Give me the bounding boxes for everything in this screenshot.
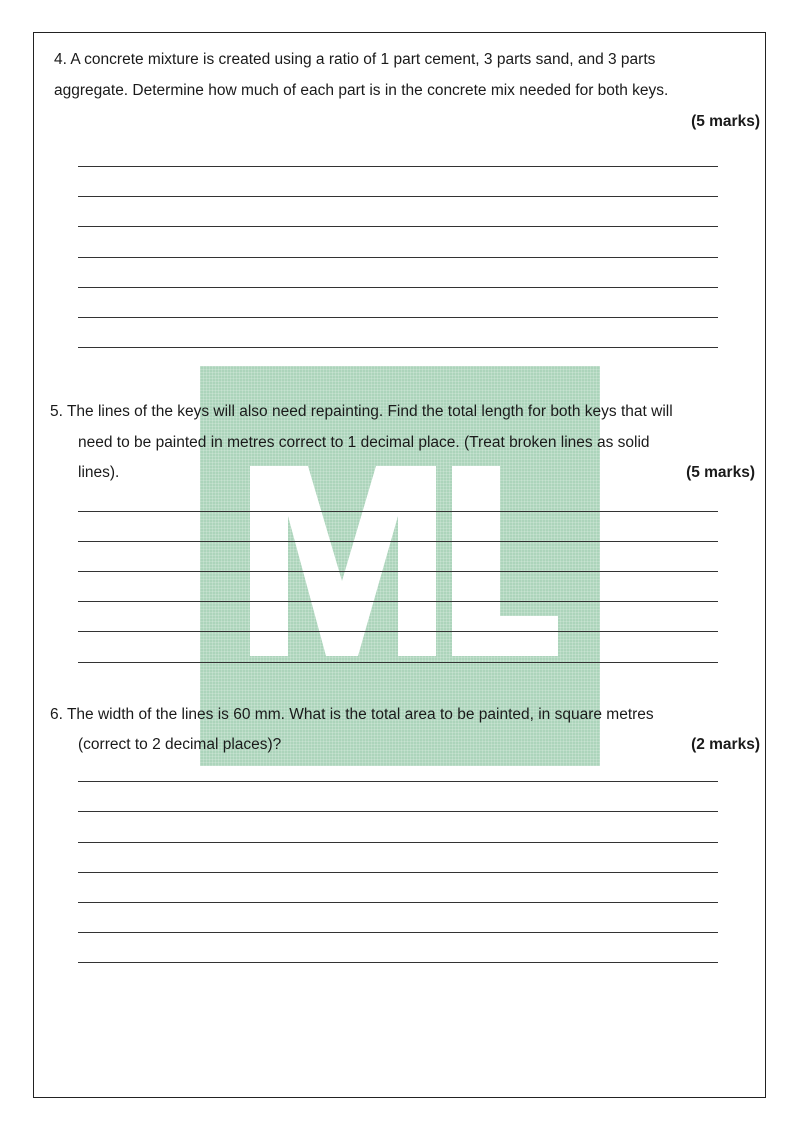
answer-line[interactable] xyxy=(78,511,718,512)
answer-line[interactable] xyxy=(78,932,718,933)
question-5-line-2: need to be painted in metres correct to 1 decimal place. (Treat broken lines as solid xyxy=(78,434,650,451)
question-4-line-2: aggregate. Determine how much of each part is in the concrete mix needed for both keys. xyxy=(54,82,669,99)
answer-line[interactable] xyxy=(78,541,718,542)
question-6-line-2: (correct to 2 decimal places)? xyxy=(78,736,282,753)
question-5-line-1: 5. The lines of the keys will also need repainting. Find the total length for both keys that will xyxy=(50,403,673,420)
answer-line[interactable] xyxy=(78,601,718,602)
answer-line[interactable] xyxy=(78,811,718,812)
question-4-marks: (5 marks) xyxy=(691,113,760,130)
question-5-line-3: lines). xyxy=(78,464,120,481)
answer-line[interactable] xyxy=(78,347,718,348)
answer-line[interactable] xyxy=(78,962,718,963)
question-4-line-1: 4. A concrete mixture is created using a ratio of 1 part cement, 3 parts sand, and 3 parts xyxy=(54,51,656,68)
answer-line[interactable] xyxy=(78,257,718,258)
answer-line[interactable] xyxy=(78,902,718,903)
answer-line[interactable] xyxy=(78,781,718,782)
answer-line[interactable] xyxy=(78,166,718,167)
question-5-marks: (5 marks) xyxy=(686,464,755,481)
question-6-line-1: 6. The width of the lines is 60 mm. What is the total area to be painted, in square metres xyxy=(50,706,654,723)
answer-line[interactable] xyxy=(78,662,718,663)
answer-line[interactable] xyxy=(78,317,718,318)
answer-line[interactable] xyxy=(78,196,718,197)
answer-line[interactable] xyxy=(78,872,718,873)
answer-line[interactable] xyxy=(78,287,718,288)
question-6-marks: (2 marks) xyxy=(691,736,760,753)
answer-line[interactable] xyxy=(78,842,718,843)
answer-line[interactable] xyxy=(78,631,718,632)
answer-line[interactable] xyxy=(78,226,718,227)
answer-line[interactable] xyxy=(78,571,718,572)
